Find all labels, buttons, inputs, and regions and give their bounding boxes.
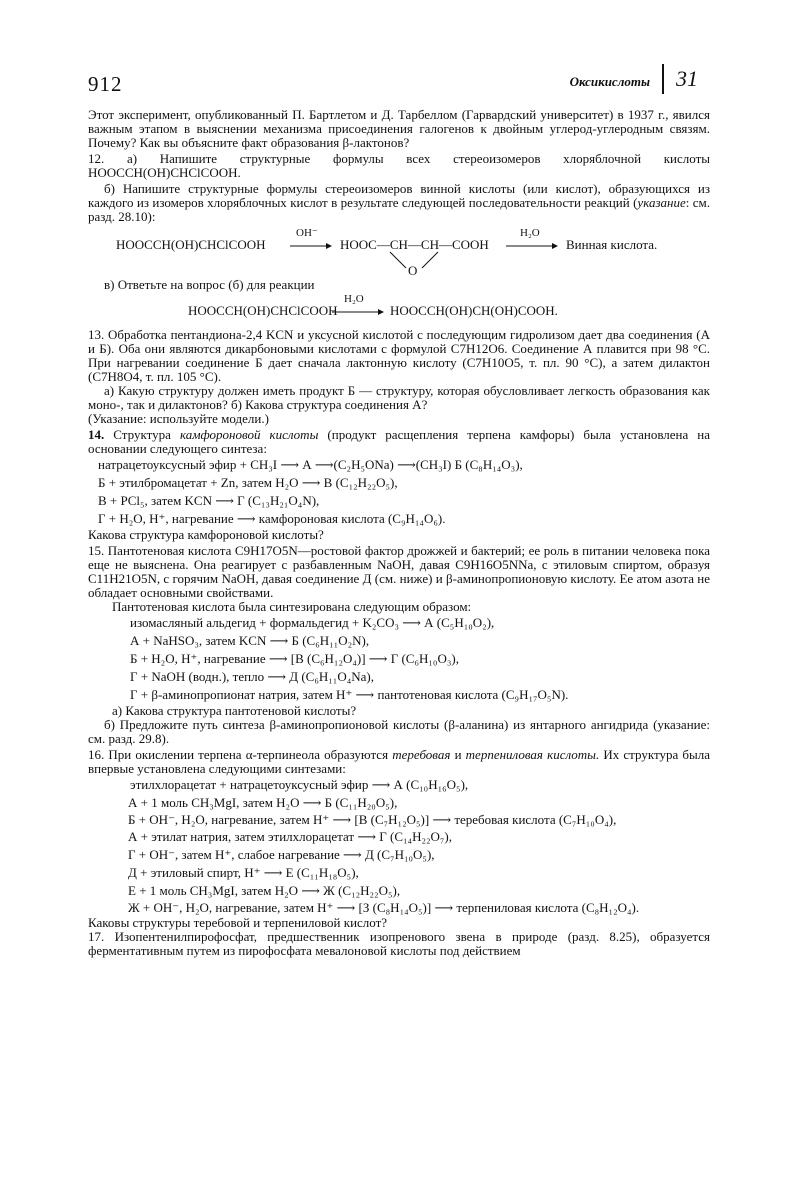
problem-16 [88,748,710,776]
problem-14-term: камфороновой кислоты [179,427,319,442]
scheme-15-step-3: Б + H₂O, H⁺, нагревание ⟶ [В (C₆H₁₂O₄)] ⟶ Г (C₆H₁₀O₃), [130,651,459,666]
page-body [88,108,710,958]
reaction-12b-product: Винная кислота. [566,237,658,252]
problem-12v: в) Ответьте на вопрос (б) для реакции [104,277,315,292]
problem-13-questions: а) Какую структуру должен иметь продукт Б — структуру, которая обусловливает легкость образования как моно-, так и дилактонов? б) Какова структура соединения А? [88,383,710,412]
problem-16-and: и [454,747,462,762]
problem-12b [88,182,710,224]
problem-14-number: 14. [88,427,105,442]
problem-12b-text-end: : см. разд. 28.10): [88,195,710,224]
problem-16-text-end: Их структура была впервые установлена следующими синтезами: [88,747,711,776]
scheme-16-step-7: Е + 1 моль CH₃MgI, затем H₂O ⟶ Ж (C₁₂H₂₂O₅), [128,883,401,898]
problem-14 [88,428,710,456]
arrow-1-head [326,243,332,249]
scheme-16 [88,776,710,916]
problem-15-intro: Пантотеновая кислота была синтезирована следующим образом: [112,599,472,614]
reaction-12v-start: HOOCCH(OH)CHClCOOH [188,303,338,318]
problem-14-text-end: (продукт расщепления терпена камфоры) была установлена на основании следующего синтеза: [88,427,711,456]
problem-15-question-a: а) Какова структура пантотеновой кислоты? [112,703,357,718]
problem-15: 15. Пантотеновая кислота C9H17O5N—ростовой фактор дрожжей и бактерий; ее роль в питании человека пока еще не выяснена. Она реагирует с разбавленным NaOH, давая C9H16O5NNa, с этиловым спиртом, образуя C11H21O5N, с горячим NaOH, давая соединение Д (см. ниже) и β-аминопропионовую кислоту. Ее атом азота не обладает основными свойствами. [88,543,710,600]
reaction-12b-reagent-2: H₂O [520,227,540,239]
scheme-16-step-3: Б + OH⁻, H₂O, нагревание, затем H⁺ ⟶ [В (C₇H₁₂O₅)] ⟶ теребовая кислота (C₇H₁₀O₄), [128,812,617,827]
running-header [570,64,698,94]
problem-16-term-2: терпениловая кислоты. [465,747,600,762]
problem-15-question-b: б) Предложите путь синтеза β-аминопропионовой кислоты (β-аланина) из янтарного ангидрида (указание: см. разд. 29.8). [88,717,710,746]
intro-paragraph: Этот эксперимент, опубликованный П. Бартлетом и Д. Тарбеллом (Гарвардский университет) в 1937 г., явился важным этапом в выяснении механизма присоединения галогенов к двойным углерод-углеродным связям. Почему? Как вы объясните факт образования β-лактонов? [88,107,710,150]
page-number: 912 [88,72,123,96]
scheme-14 [88,456,710,528]
scheme-16-step-8: Ж + OH⁻, H₂O, нагревание, затем H⁺ ⟶ [З (C₈H₁₄O₅)] ⟶ терпениловая кислота (C₈H₁₂O₄). [128,900,640,915]
scheme-15 [88,614,710,704]
reaction-12b [88,224,710,276]
arrow-3-head [378,309,384,315]
scheme-16-step-4: А + этилат натрия, затем этилхлорацетат ⟶ Г (C₁₄H₂₂O₇), [128,829,453,844]
reaction-12v-product: HOOCCH(OH)CH(OH)COOH. [390,303,558,318]
problem-13-hint: (Указание: используйте модели.) [88,411,269,426]
problem-12a: 12. а) Напишите структурные формулы всех стереоизомеров хлоряблочной кислоты HOOCCH(OH)CHClCOOH. [88,151,710,180]
chapter-title: Оксикислоты [569,74,650,89]
reaction-12b-epoxide-oxygen: O [408,263,418,278]
arrow-2-head [552,243,558,249]
reaction-12v-reagent: H₂O [344,293,364,305]
reaction-12b-reagent-1: OH⁻ [296,227,318,239]
reaction-12v [88,292,710,326]
scheme-15-step-1: изомасляный альдегид + формальдегид + K₂CO₃ ⟶ А (C₅H₁₀O₂), [130,615,495,630]
epoxide-bond-left [390,252,406,268]
problem-12b-text: б) Напишите структурные формулы стереоизомеров винной кислоты (или кислот), образующихся из каждого из изомеров хлоряблочных кислот в результате следующей последовательности реакций ( [88,181,710,210]
scheme-16-step-6: Д + этиловый спирт, H⁺ ⟶ Е (C₁₁H₁₈O₅), [128,865,359,880]
problem-13: 13. Обработка пентандиона-2,4 KCN и уксусной кислотой с последующим гидролизом дает два соединения (А и Б). Оба они являются дикарбоновыми кислотами с формулой C7H12O6. Соединение А плавится при 98 °С. При нагревании соединение Б дает сначала лактонную кислоту (C7H10O5, т. пл. 90 °С), а затем дилактон (C7H8O4, т. пл. 105 °С). [88,327,710,384]
problem-16-text: 16. При окислении терпена α-терпинеола образуются [88,747,389,762]
epoxide-bond-right [422,252,438,268]
scheme-14-step-2: Б + этилбромацетат + Zn, затем H₂O ⟶ В (C₁₂H₂₂O₅), [98,475,398,490]
header-divider [662,64,664,94]
chapter-number: 31 [676,66,698,91]
problem-16-term-1: теребовая [392,747,451,762]
problem-16-question: Каковы структуры теребовой и терпениловой кислот? [88,915,388,930]
scheme-16-step-2: А + 1 моль CH₃MgI, затем H₂O ⟶ Б (C₁₁H₂₀O₅), [128,795,398,810]
scheme-14-step-1: натрацетоуксусный эфир + CH₃I ⟶ А ⟶(C₂H₅ONa) ⟶(CH₃I) Б (C₈H₁₄O₃), [98,457,523,472]
scheme-14-step-4: Г + H₂O, H⁺, нагревание ⟶ камфороновая кислота (C₉H₁₄O₆). [98,511,446,526]
scheme-15-step-2: А + NaHSO₃, затем KCN ⟶ Б (C₆H₁₁O₂N), [130,633,370,648]
problem-14-text: Структура [113,427,171,442]
problem-17: 17. Изопентенилпирофосфат, предшественник изопренового звена в природе (разд. 8.25), образуется ферментативным путем из пирофосфата мевалоновой кислоты под действием [88,929,710,958]
scheme-15-step-5: Г + β-аминопропионат натрия, затем H⁺ ⟶ пантотеновая кислота (C₉H₁₇O₅N). [130,687,569,702]
problem-14-question: Какова структура камфороновой кислоты? [88,527,324,542]
scheme-14-step-3: В + PCl₅, затем KCN ⟶ Г (C₁₃H₂₁O₄N), [98,493,320,508]
reaction-12b-intermediate: HOOC—CH—CH—COOH [340,237,489,252]
reaction-12b-start: HOOCCH(OH)CHClCOOH [116,237,266,252]
scheme-16-step-1: этилхлорацетат + натрацетоуксусный эфир ⟶ А (C₁₀H₁₆O₅), [130,777,469,792]
problem-12b-hint-word: указание [637,195,686,210]
scheme-16-step-5: Г + OH⁻, затем H⁺, слабое нагревание ⟶ Д (C₇H₁₀O₅), [128,847,435,862]
scheme-15-step-4: Г + NaOH (водн.), тепло ⟶ Д (C₆H₁₁O₄Na), [130,669,374,684]
